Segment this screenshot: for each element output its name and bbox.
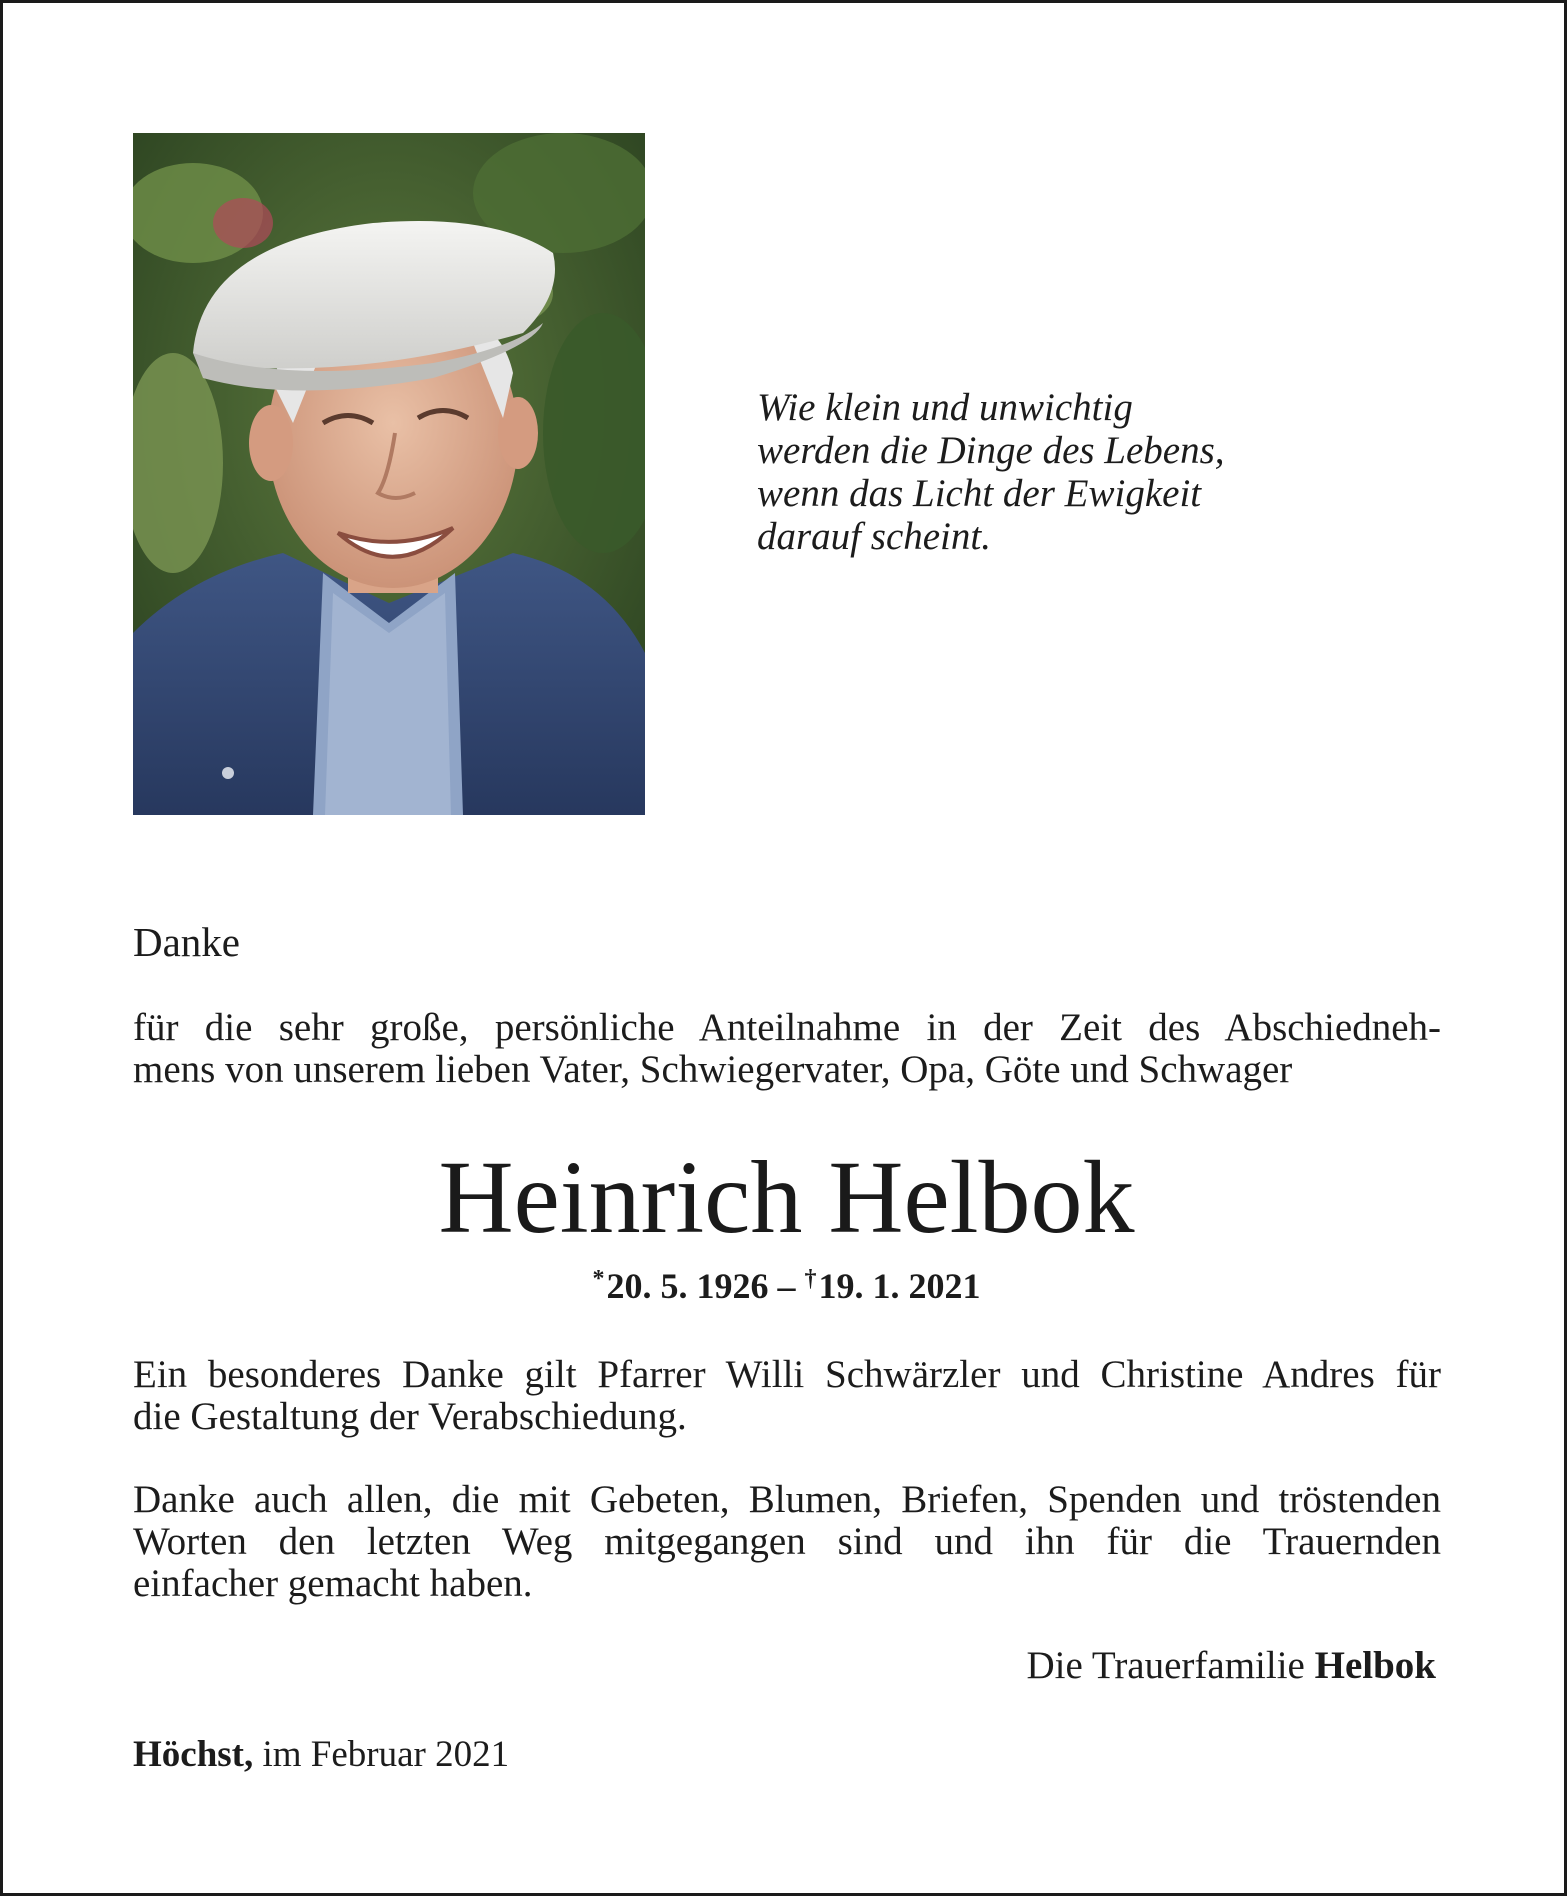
death-symbol: † xyxy=(804,1266,817,1292)
paragraph-line: Danke auch allen, die mit Gebeten, Blumen, Briefen, Spenden und tröstenden xyxy=(133,1478,1441,1521)
date-separator: – xyxy=(768,1266,805,1306)
portrait-image xyxy=(133,133,645,815)
portrait-photo xyxy=(133,133,645,815)
intro-text xyxy=(133,1007,1441,1091)
memorial-quote: Wie klein und unwichtig werden die Dinge des Lebens, wenn das Licht der Ewigkeit darauf scheint. xyxy=(757,386,1225,558)
general-thanks-paragraph xyxy=(133,1479,1441,1605)
paragraph-line: einfacher gemacht haben. xyxy=(133,1562,533,1605)
special-thanks-paragraph xyxy=(133,1354,1441,1438)
paragraph-line: Worten den letzten Weg mitgegangen sind und ihn für die Trauernden xyxy=(133,1520,1441,1563)
death-date: 19. 1. 2021 xyxy=(818,1266,981,1306)
birth-symbol: * xyxy=(592,1266,605,1292)
paragraph-line: die Gestaltung der Verabschiedung. xyxy=(133,1395,687,1438)
intro-line: für die sehr große, persönliche Anteilnahme in der Zeit des Abschiedneh- xyxy=(133,1006,1441,1049)
place-month: im Februar 2021 xyxy=(253,1734,510,1775)
birth-date: 20. 5. 1926 xyxy=(606,1266,769,1306)
family-name: Helbok xyxy=(1314,1644,1436,1687)
deceased-name: Heinrich Helbok xyxy=(438,1140,1135,1255)
paragraph-line: Ein besonderes Danke gilt Pfarrer Willi Schwärzler und Christine Andres für xyxy=(133,1353,1441,1396)
intro-line: mens von unserem lieben Vater, Schwiegervater, Opa, Göte und Schwager xyxy=(133,1048,1293,1091)
thanks-heading: Danke xyxy=(133,919,241,965)
place-date xyxy=(133,1733,509,1776)
signature-prefix: Die Trauerfamilie xyxy=(1026,1644,1315,1687)
family-signature xyxy=(1027,1643,1436,1688)
place-town: Höchst, xyxy=(133,1734,254,1775)
life-dates xyxy=(3,1265,1567,1307)
